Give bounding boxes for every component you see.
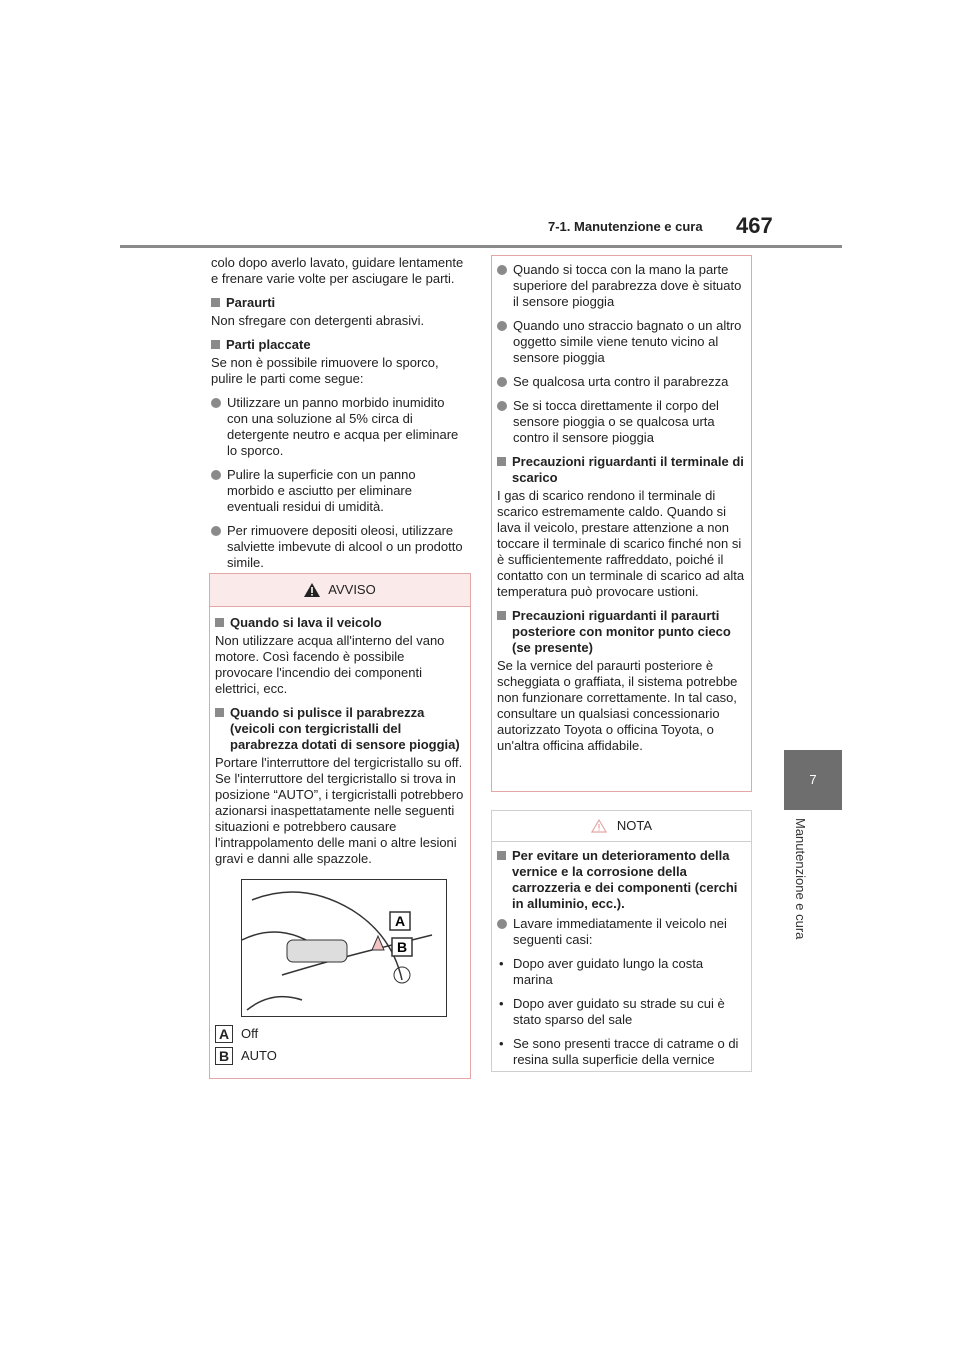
legend-letter: B <box>215 1047 233 1065</box>
square-bullet-icon <box>211 298 220 307</box>
note-box <box>491 810 752 1072</box>
svg-text:A: A <box>394 913 406 929</box>
square-bullet-icon <box>215 708 224 717</box>
list-item: Per rimuovere depositi oleosi, utilizzare salviette imbevute di alcool o un prodotto simile. <box>211 523 465 571</box>
list-item: Pulire la superficie con un panno morbido e asciutto per eliminare eventuali residui di umidità. <box>211 467 465 515</box>
round-bullet-icon <box>497 401 507 411</box>
chapter-tab: 7 <box>784 750 842 810</box>
wiper-text: Portare l'interruttore del tergicristallo su off. Se l'interruttore del tergicristallo si trova in posizione “AUTO”, i tergicristalli potrebbero azionarsi inaspettatamente nelle seguenti situazioni e potrebbero causare l'intrappolamento delle mani o altre lesioni gravi e danni alle spazzole. <box>215 755 464 866</box>
square-bullet-icon <box>497 457 506 466</box>
plated-heading: Parti placcate <box>211 337 465 353</box>
round-bullet-icon <box>497 919 507 929</box>
wash-heading: Quando si lava il veicolo <box>215 615 465 631</box>
sub-list-item: • Dopo aver guidato su strade su cui è stato sparso del sale <box>499 996 725 1027</box>
svg-text:B: B <box>396 939 408 955</box>
legend-letter: A <box>215 1025 233 1043</box>
round-bullet-icon <box>211 526 221 536</box>
intro-text: colo dopo averlo lavato, guidare lentamente e frenare varie volte per asciugare le parti. <box>211 255 464 286</box>
round-bullet-icon <box>497 377 507 387</box>
page-number: 467 <box>736 213 773 238</box>
warning-label: AVVISO <box>328 582 376 597</box>
round-bullet-icon <box>497 321 507 331</box>
caution-icon <box>591 819 607 833</box>
header-rule <box>120 245 842 248</box>
plated-text: Se non è possibile rimuovere lo sporco, pulire le parti come segue: <box>211 355 439 386</box>
rear-bumper-text: Se la vernice del paraurti posteriore è scheggiata o graffiata, il sistema potrebbe non funzionare correttamente. In tal caso, consultare un qualsiasi concessionario autorizzato Toyota o officina Toyota, o un'altra officina affidabile. <box>497 658 738 753</box>
sub-list-item: • Se sono presenti tracce di catrame o di resina sulla superficie della vernice <box>499 1036 739 1067</box>
legend-item-a: A Off <box>215 1025 465 1043</box>
bumper-heading: Paraurti <box>211 295 465 311</box>
legend-item-b: B AUTO <box>215 1047 465 1065</box>
warning-box-continued <box>491 255 752 792</box>
warning-header <box>210 574 470 607</box>
round-bullet-icon <box>497 265 507 275</box>
section-title: 7-1. Manutenzione e cura <box>548 219 703 234</box>
list-item: Lavare immediatamente il veicolo nei seguenti casi: <box>497 916 746 948</box>
bumper-text: Non sfregare con detergenti abrasivi. <box>211 313 425 328</box>
square-bullet-icon <box>211 340 220 349</box>
round-bullet-icon <box>211 398 221 408</box>
sub-list-item: • Dopo aver guidato lungo la costa marina <box>499 956 704 987</box>
list-item: Se si tocca direttamente il corpo del sensore pioggia o se qualcosa urta contro il sensore pioggia <box>497 398 746 446</box>
note-label: NOTA <box>616 818 653 833</box>
list-item: Quando uno straccio bagnato o un altro oggetto simile viene tenuto vicino al sensore pioggia <box>497 318 746 366</box>
exhaust-heading: Precauzioni riguardanti il terminale di scarico <box>497 454 746 486</box>
chapter-side-label: Manutenzione e cura <box>793 818 808 940</box>
note-header <box>492 811 751 842</box>
wash-text: Non utilizzare acqua all'interno del vano motore. Così facendo è possibile provocare l'incendio dei componenti elettrici, ecc. <box>215 633 445 696</box>
square-bullet-icon <box>497 611 506 620</box>
square-bullet-icon <box>215 618 224 627</box>
warning-icon <box>304 583 320 597</box>
list-item: Se qualcosa urta contro il parabrezza <box>497 374 746 390</box>
exhaust-text: I gas di scarico rendono il terminale di scarico estremamente caldo. Quando si lava il veicolo, prestare attenzione a non toccare il terminale di scarico finché non si è sufficientemente raffreddato, poiché il contatto con un terminale di scarico ad alta temperatura può provocare ustioni. <box>497 488 745 599</box>
wiper-switch-illustration <box>241 879 447 1017</box>
list-item: Utilizzare un panno morbido inumidito con una soluzione al 5% circa di detergente neutro e acqua per eliminare lo sporco. <box>211 395 465 459</box>
left-column <box>211 255 465 579</box>
round-bullet-icon <box>211 470 221 480</box>
rear-bumper-heading: Precauzioni riguardanti il paraurti posteriore con monitor punto cieco (se presente) <box>497 608 746 656</box>
wiper-heading: Quando si pulisce il parabrezza (veicoli con tergicristalli del parabrezza dotati di sensore pioggia) <box>215 705 465 753</box>
square-bullet-icon <box>497 851 506 860</box>
warning-box <box>209 573 471 1079</box>
list-item: Quando si tocca con la mano la parte superiore del parabrezza dove è situato il sensore pioggia <box>497 262 746 310</box>
note-heading: Per evitare un deterioramento della vernice e la corrosione della carrozzeria e dei componenti (cerchi in alluminio, ecc.). <box>497 848 746 912</box>
